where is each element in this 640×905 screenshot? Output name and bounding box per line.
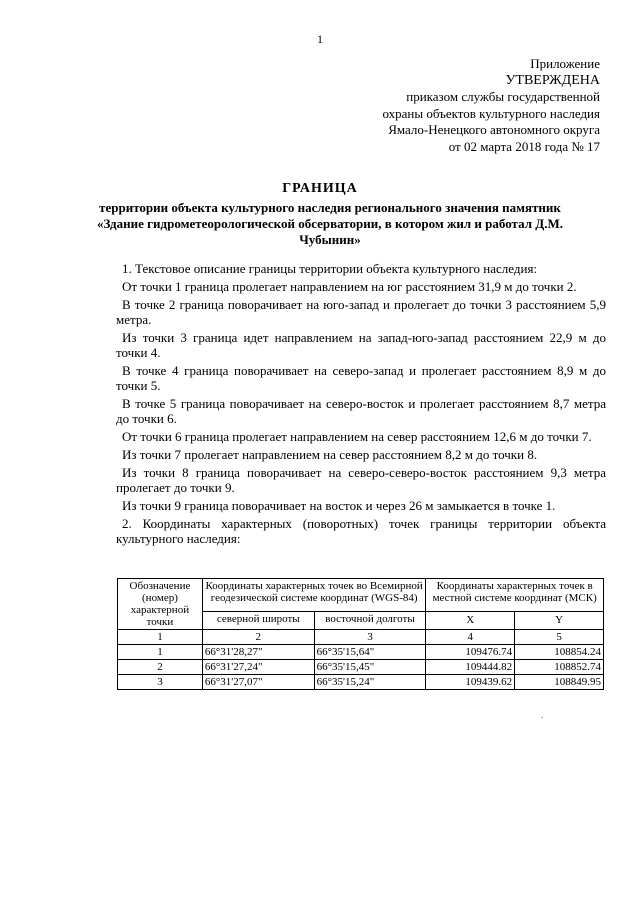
approval-line: Ямало-Ненецкого автономного округа bbox=[388, 122, 600, 137]
cell-x: 109476.74 bbox=[426, 645, 515, 660]
table-header-row bbox=[118, 579, 604, 612]
cell-x: 109444.82 bbox=[426, 660, 515, 675]
column-number: 3 bbox=[314, 630, 426, 645]
header-point: Обозначение (номер) характерной точки bbox=[118, 579, 203, 630]
cell-y: 108852.74 bbox=[515, 660, 604, 675]
cell-lat: 66°31'27,24" bbox=[202, 660, 314, 675]
cell-y: 108854.24 bbox=[515, 645, 604, 660]
paragraph: В точке 2 граница поворачивает на юго-запад и пролегает до точки 3 расстоянием 5,9 метра. bbox=[116, 297, 606, 327]
cell-point: 3 bbox=[118, 675, 203, 690]
header-msk: Координаты характерных точек в местной системе координат (МСК) bbox=[426, 579, 604, 612]
cell-lat: 66°31'28,27" bbox=[202, 645, 314, 660]
page-number: 1 bbox=[317, 32, 323, 46]
paragraph: Из точки 9 граница поворачивает на восток и через 26 м замыкается в точке 1. bbox=[122, 498, 556, 513]
table-row bbox=[118, 645, 604, 660]
approval-date: от 02 марта 2018 года № 17 bbox=[448, 138, 600, 154]
approval-line: охраны объектов культурного наследия bbox=[382, 105, 600, 121]
paragraph: 2. Координаты характерных (поворотных) точек границы территории объекта культурного наследия: bbox=[116, 516, 606, 546]
table-row bbox=[118, 660, 604, 675]
table-row bbox=[118, 675, 604, 690]
body-text bbox=[116, 261, 606, 549]
table-column-numbers bbox=[118, 630, 604, 645]
document-subtitle: территории объекта культурного наследия регионального значения памятник «Здание гидрометеорологической обсерватории, в котором жил и работал Д.М. Чубынин» bbox=[97, 200, 563, 247]
header-x: X bbox=[426, 611, 515, 629]
paragraph: От точки 6 граница пролегает направлением на север расстоянием 12,6 м до точки 7. bbox=[122, 429, 592, 444]
document-title: ГРАНИЦА bbox=[282, 181, 358, 196]
cell-lon: 66°35'15,45" bbox=[314, 660, 426, 675]
scan-mark: . bbox=[541, 710, 544, 721]
approval-line: Приложение bbox=[530, 56, 600, 71]
approval-line: приказом службы государственной bbox=[406, 89, 600, 104]
cell-y: 108849.95 bbox=[515, 675, 604, 690]
paragraph: Из точки 3 граница идет направлением на запад-юго-запад расстоянием 22,9 м до точки 4. bbox=[116, 330, 606, 360]
paragraph: 1. Текстовое описание границы территории объекта культурного наследия: bbox=[122, 261, 538, 276]
header-wgs: Координаты характерных точек во Всемирной геодезической системе координат (WGS-84) bbox=[202, 579, 425, 612]
column-number: 5 bbox=[515, 630, 604, 645]
header-lat: северной широты bbox=[202, 611, 314, 629]
cell-lon: 66°35'15,64" bbox=[314, 645, 426, 660]
column-number: 1 bbox=[118, 630, 203, 645]
paragraph: В точке 4 граница поворачивает на северо-запад и пролегает расстоянием 8,9 м до точки 5. bbox=[116, 363, 606, 393]
paragraph: От точки 1 граница пролегает направлением на юг расстоянием 31,9 м до точки 2. bbox=[122, 279, 577, 294]
column-number: 4 bbox=[426, 630, 515, 645]
cell-lat: 66°31'27,07" bbox=[202, 675, 314, 690]
approval-block bbox=[382, 56, 600, 155]
header-y: Y bbox=[515, 611, 604, 629]
column-number: 2 bbox=[202, 630, 314, 645]
coordinates-table bbox=[117, 578, 604, 690]
cell-point: 2 bbox=[118, 660, 203, 675]
paragraph: Из точки 7 пролегает направлением на север расстоянием 8,2 м до точки 8. bbox=[122, 447, 538, 462]
cell-x: 109439.62 bbox=[426, 675, 515, 690]
paragraph: В точке 5 граница поворачивает на северо-восток и пролегает расстоянием 8,7 метра до точки 6. bbox=[116, 396, 606, 426]
cell-lon: 66°35'15,24" bbox=[314, 675, 426, 690]
cell-point: 1 bbox=[118, 645, 203, 660]
paragraph: Из точки 8 граница поворачивает на северо-северо-восток расстоянием 9,3 метра пролегает до точки 9. bbox=[116, 465, 606, 495]
approval-approved: УТВЕРЖДЕНА bbox=[505, 72, 600, 88]
header-lon: восточной долготы bbox=[314, 611, 426, 629]
